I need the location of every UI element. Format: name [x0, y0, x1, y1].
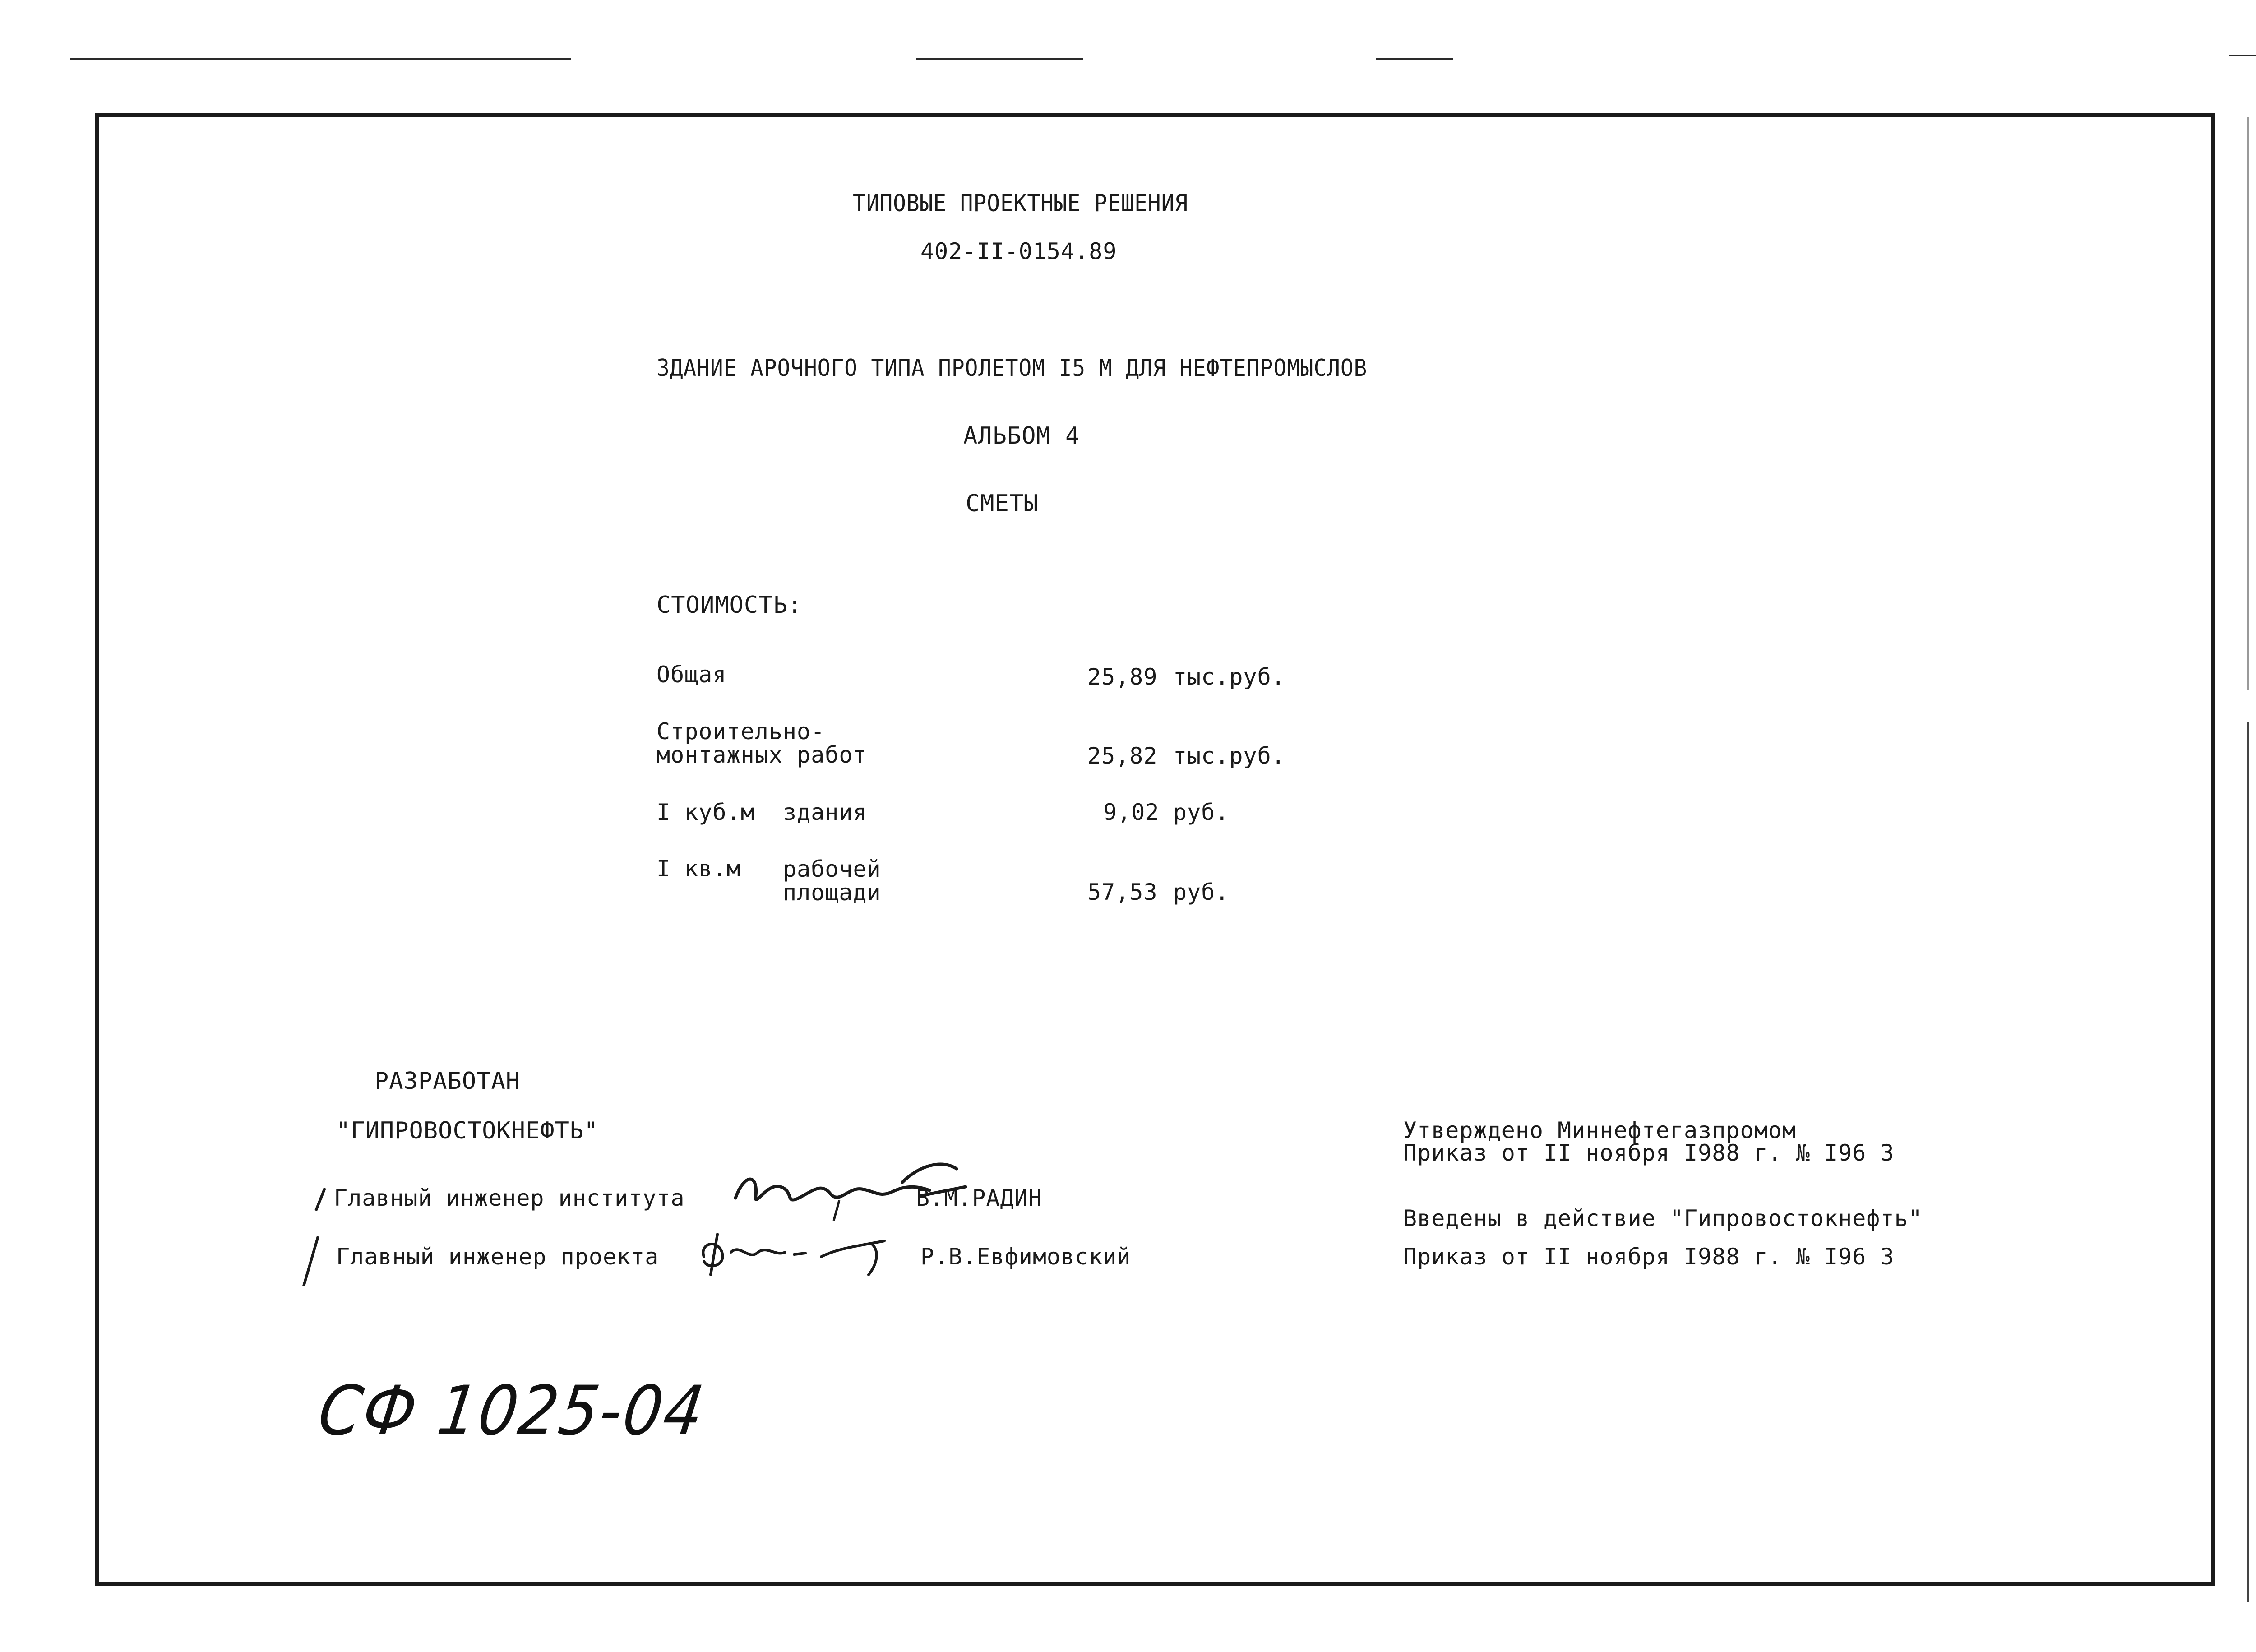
album-label: АЛЬБОМ 4	[963, 422, 1080, 449]
cost-row-unit: руб.	[1173, 799, 1230, 825]
document-code: 402-II-0154.89	[920, 238, 1117, 264]
cost-row-label: I куб.м	[656, 799, 755, 825]
cost-row-sublabel: здания	[783, 799, 867, 825]
enacted-by: Введены в действие "Гипровостокнефть"	[1403, 1205, 1923, 1231]
sheet-frame	[95, 113, 2215, 1586]
margin-slash-icon	[300, 1234, 323, 1288]
section-label: СМЕТЫ	[966, 490, 1039, 517]
cost-heading: СТОИМОСТЬ:	[656, 592, 803, 619]
cost-row-label: I кв.м	[656, 856, 741, 882]
signatory-name: Р.В.Евфимовский	[920, 1244, 1131, 1270]
developer-org: "ГИПРОВОСТОКНЕФТЬ"	[336, 1117, 599, 1144]
signatory-role: Главный инженер института	[334, 1185, 685, 1211]
scan-edge-line	[1376, 58, 1453, 60]
cost-row-label: Общая	[656, 662, 727, 688]
margin-mark	[2247, 722, 2249, 1602]
cost-row-value: 57,53	[1087, 879, 1158, 905]
cost-row-unit: тыс.руб.	[1173, 664, 1285, 690]
margin-mark	[2247, 117, 2249, 690]
scan-edge-line	[2229, 55, 2256, 56]
signature-radin	[731, 1155, 984, 1223]
scan-edge-line	[916, 58, 1083, 60]
cost-row-unit: тыс.руб.	[1173, 743, 1285, 769]
signatory-role: Главный инженер проекта	[336, 1244, 659, 1270]
scan-edge-line	[70, 58, 571, 60]
cost-row-value: 25,89	[1087, 664, 1158, 690]
cost-row-unit: руб.	[1173, 879, 1230, 905]
developer-heading: РАЗРАБОТАН	[374, 1068, 521, 1095]
cost-row-value: 9,02	[1103, 799, 1160, 825]
cost-row-value: 25,82	[1087, 743, 1158, 769]
enacted-order: Приказ от II ноября I988 г. № I96 3	[1403, 1244, 1895, 1270]
approved-order: Приказ от II ноября I988 г. № I96 3	[1403, 1140, 1895, 1166]
signature-evfimovsky	[690, 1225, 907, 1284]
signatory-name: В.М.РАДИН	[916, 1185, 1042, 1211]
approved-by: Утверждено Миннефтегазпромом	[1403, 1117, 1796, 1143]
margin-slash-icon	[311, 1186, 329, 1213]
project-title: ЗДАНИЕ АРОЧНОГО ТИПА ПРОЛЕТОМ I5 М ДЛЯ НЕФТЕПРОМЫСЛОВ	[656, 355, 1368, 382]
cost-row-sublabel: рабочей площади	[783, 856, 881, 906]
cost-row-label: Строительно- монтажных работ	[656, 718, 867, 768]
stamp-code: СФ 1025-04	[314, 1372, 710, 1450]
series-title: ТИПОВЫЕ ПРОЕКТНЫЕ РЕШЕНИЯ	[853, 190, 1188, 217]
